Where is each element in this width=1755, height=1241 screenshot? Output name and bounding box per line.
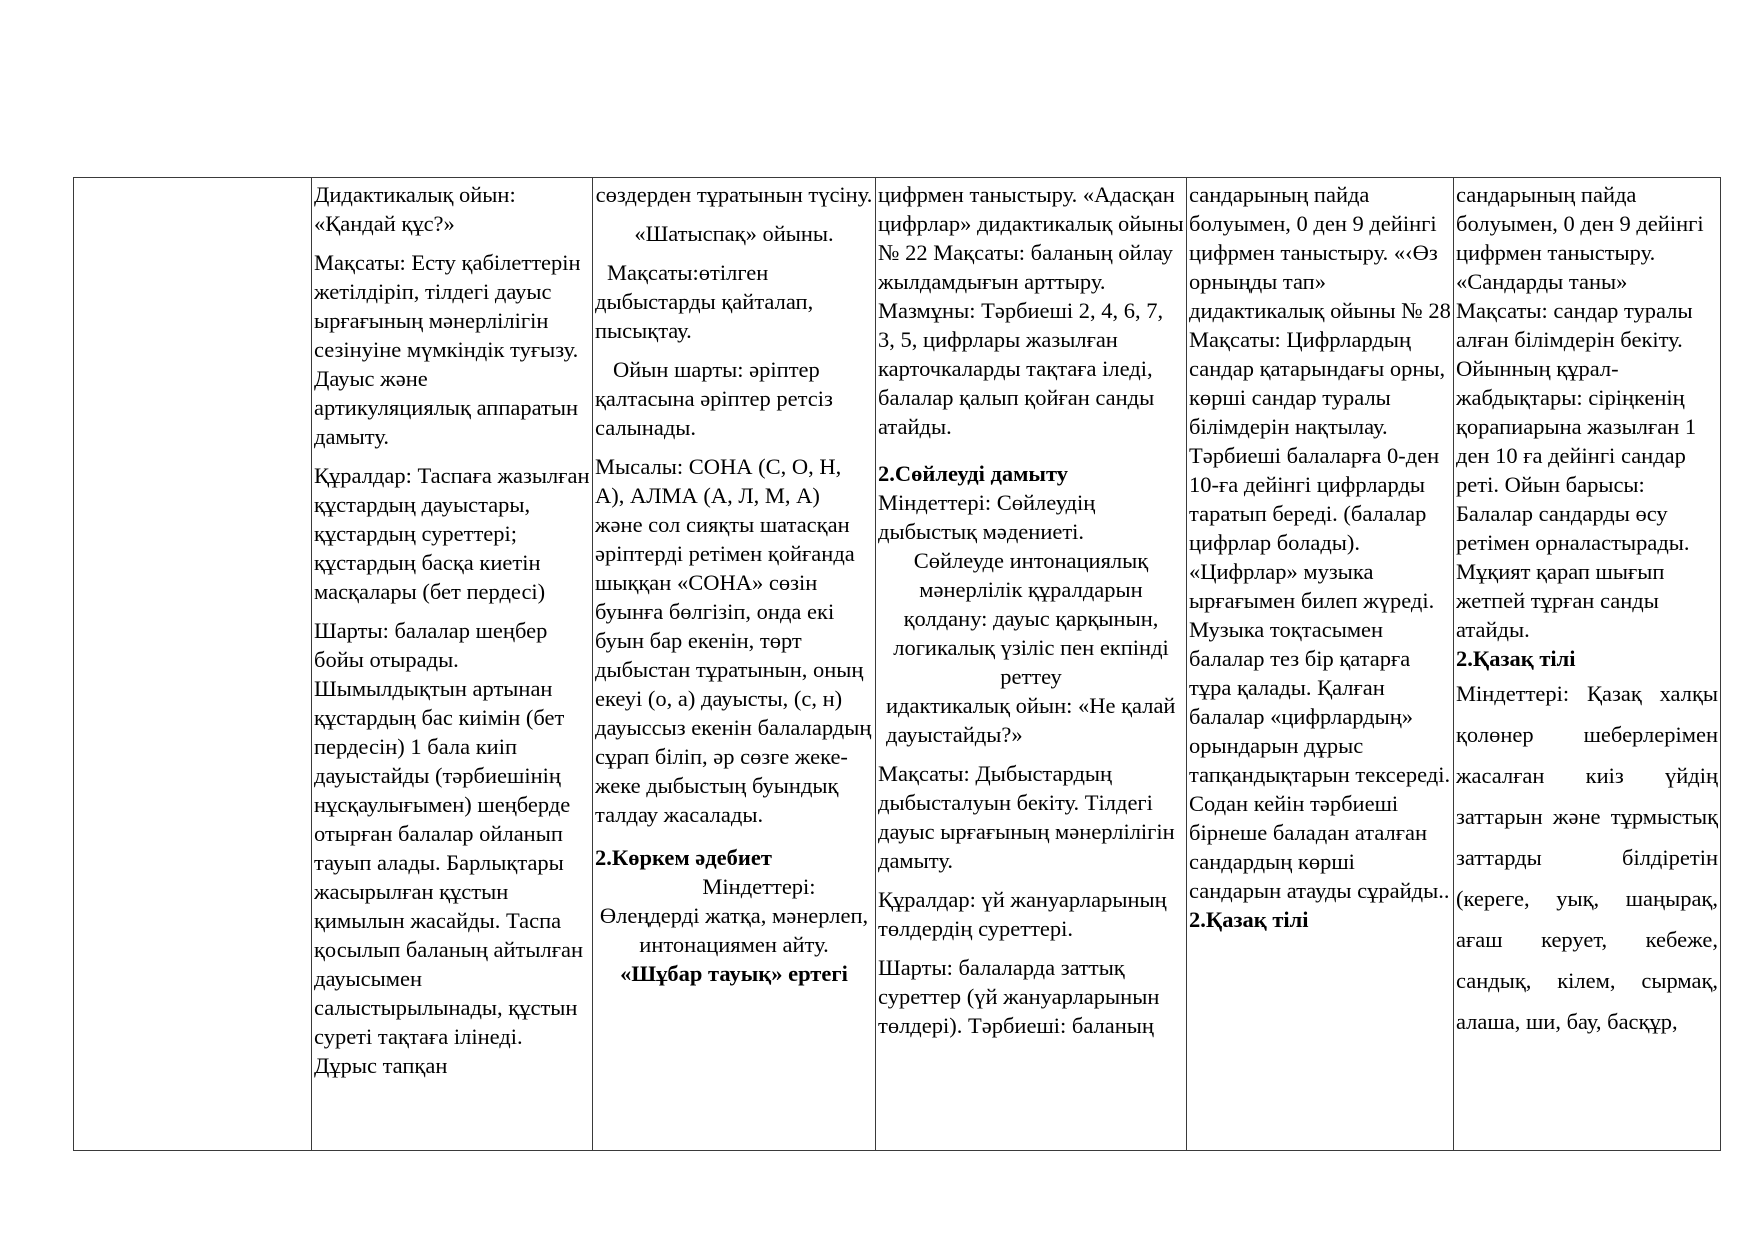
game-title: Дидактикалық ойын: «Қандай құс?» — [314, 182, 516, 236]
numbers-game: сандарының пайда болуымен, 0 ден 9 дейінгі цифрмен таныстыру. «‹Өз орныңды тап» дидактикалық ойыны № 28 Мақсаты: Цифрлардың сандар қатарындағы орны, көрші сандар туралы білімдерін нақтылау. Тәрбиеші балаларға 0-ден 10-ға дейінгі цифрларды таратып береді. (балалар цифрлар болады). «Цифрлар» музыка ырғағымен билеп жүреді. Музыка тоқтасымен балалар тез бір қатарға тұра қалады. Қалған балалар «цифрлардың» орындарын дұрыс тапқандықтарын тексереді. Содан кейін тәрбиеші бірнеше баладан аталған сандардың көрші сандарын атауды сұрайды.. — [1189, 182, 1451, 903]
game-rules: Шарты: балалар шеңбер бойы отырады. Шымылдықтын артынан құстардың бас киімін (бет пердесін) 1 бала киіп дауыстайды (тәрбиешінің нұсқаулығымен) шеңберде отырған балалар ойланып тауып алады. Барлықтары жасырылған құстын қимылын жасайды. Таспа қосылып баланың айтылған дауысымен салыстырылынады, құстын суреті тақтаға ілінеді. Дұрыс тапқан — [314, 618, 583, 1078]
cell-didactic-game-birds — [312, 178, 593, 1151]
empty-cell — [74, 178, 312, 1151]
game-goal: Мақсаты: Дыбыстардың дыбысталуын бекіту. Тілдегі дауыс ырғағының мәнерлілігін дамыту. — [878, 761, 1175, 873]
cell-numbers-kazakh — [1454, 178, 1721, 1151]
section-heading: 2.Көркем әдебиет — [595, 845, 772, 870]
cell-math-speech — [876, 178, 1187, 1151]
section-heading: 2.Қазақ тілі — [1456, 646, 1576, 671]
game-rules: Шарты: балаларда заттық суреттер (үй жануарларынын төлдері). Тәрбиеші: баланың — [878, 955, 1160, 1038]
cell-literacy-game — [593, 178, 876, 1151]
game-goal: Мақсаты:өтілген дыбыстарды қайталап, пысықтау. — [595, 260, 814, 343]
game-materials: Құралдар: Таспаға жазылған құстардың дауыстары, құстардың суреттері; құстардың басқа киетін масқалары (бет пердесі) — [314, 463, 590, 604]
intonation-text: Сөйлеуде интонациялық мәнерлілік құралдарын қолдану: дауыс қарқынын, логикалық үзіліс пен екпінді реттеу — [893, 548, 1169, 689]
numbers-game: сандарының пайда болуымен, 0 ден 9 дейінгі цифрмен таныстыру. «Сандарды таны» Мақсаты: сандар туралы алған білімдерін бекіту. Ойынның құрал-жабдықтары: сіріңкенің қорапиарына жазылған 1 ден 10 ға дейінгі сандар реті. Ойын барысы: Балалар сандарды өсу ретімен орналастырады. Мұқият қарап шығып жетпей тұрған санды атайды. — [1456, 182, 1704, 642]
game-example: Мысалы: СОНА (С, О, Н, А), АЛМА (А, Л, М, А) және сол сияқты шатасқан әріптерді ретімен қойғанда шыққан «СОНА» сөзін буынға бөлгізіп, онда екі буын бар екенін, төрт дыбыстан тұратынын, оның екеуі (о, а) дауысты, (с, н) дауыссыз екенін балалардың сұрап біліп, әр сөзге жеке-жеке дыбыстың буындық талдау жасалады. — [595, 454, 872, 827]
tasks-text: Өлеңдерді жатқа, мәнерлеп, интонациямен айту. — [599, 903, 869, 957]
tasks-label: Міндеттері: — [702, 874, 816, 899]
game-rules: Ойын шарты: әріптер қалтасына әріптер ретсіз салынады. — [595, 357, 833, 440]
game-title: идактикалық ойын: «Не қалай дауыстайды?» — [886, 693, 1176, 747]
section-heading: 2.Қазақ тілі — [1189, 907, 1309, 932]
math-game: цифрмен таныстыру. «Адасқан цифрлар» дидактикалық ойыны № 22 Мақсаты: баланың ойлау жылдамдығын арттыру. Мазмұны: Тәрбиеші 2, 4, 6, 7, 3, 5, цифрлары жазылған карточкаларды тақтаға іледі, балалар қалып қойған санды атайды. — [878, 182, 1184, 439]
cell-numbers-game — [1187, 178, 1454, 1151]
fairy-tale-title: «Шұбар тауық» ертегі — [620, 961, 848, 986]
table-row — [74, 178, 1721, 1151]
kazakh-tasks: Міндеттері: Қазақ халқы қолөнер шеберлерімен жасалған киіз үйдің заттарын және тұрмыстық заттарды білдіретін (кереге, уық, шаңырақ, ағаш керует, кебеже, сандық, кілем, сырмақ, алаша, ши, бау, басқұр, — [1456, 681, 1718, 1034]
game-materials: Құралдар: үй жануарларының төлдердің суреттері. — [878, 887, 1167, 941]
tasks-text: Міндеттері: Сөйлеудің дыбыстық мәдениеті. — [878, 490, 1096, 544]
game-title: «Шатыспақ» ойыны. — [634, 221, 834, 246]
game-goal: Мақсаты: Есту қабілеттерін жетілдіріп, тілдегі дауыс ырғағының мәнерлілігін сезінуіне мүмкіндік туғызу. Дауыс және артикуляциялық аппаратын дамыту. — [314, 250, 581, 449]
text-continuation: сөздерден тұратынын түсіну. — [595, 182, 873, 207]
section-heading: 2.Сөйлеуді дамыту — [878, 461, 1069, 486]
lesson-plan-table — [73, 177, 1721, 1151]
